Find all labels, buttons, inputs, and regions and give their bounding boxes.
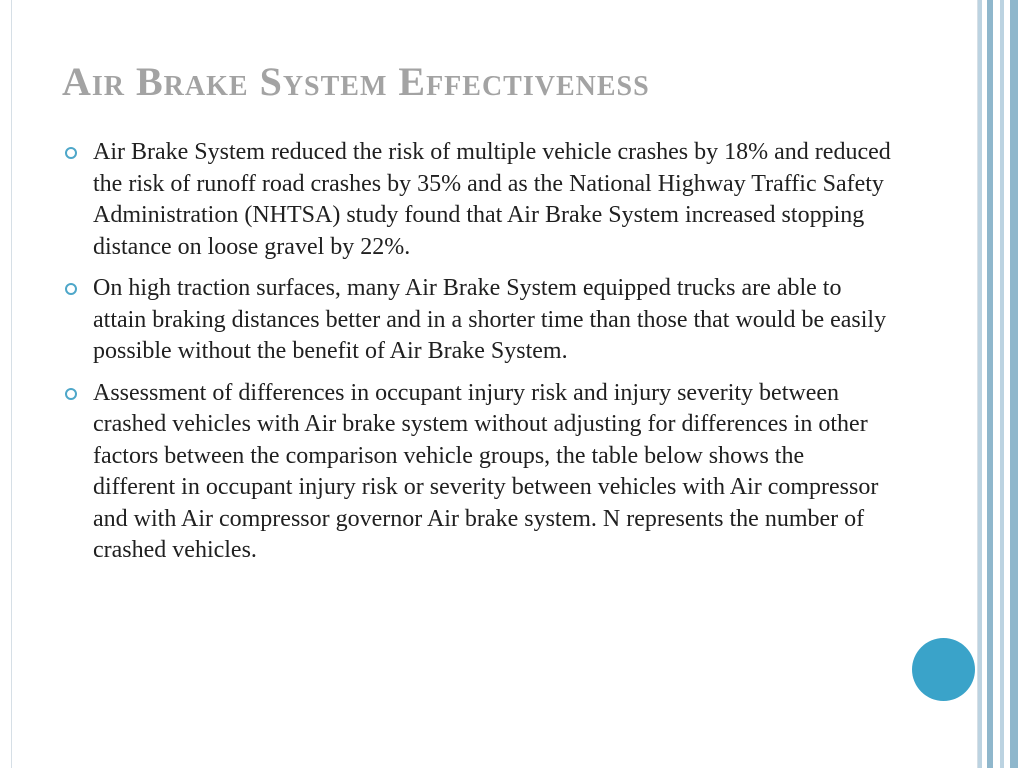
bullet-circle-icon bbox=[65, 388, 77, 400]
slide-title: Air Brake System Effectiveness bbox=[62, 59, 650, 104]
bullet-item bbox=[62, 273, 892, 368]
decorative-circle bbox=[912, 638, 975, 701]
bullet-text: On high traction surfaces, many Air Brake System equipped trucks are able to attain braking distances better and in a shorter time than those that would be easily possible without the benefit of Air Brake System. bbox=[93, 275, 887, 364]
decorative-stripes bbox=[978, 0, 1024, 768]
stripe bbox=[1000, 0, 1004, 768]
bullet-circle-icon bbox=[65, 283, 77, 295]
bullet-item bbox=[62, 378, 892, 567]
bullet-circle-icon bbox=[65, 147, 77, 159]
bullet-text: Assessment of differences in occupant injury risk and injury severity between crashed vehicles with Air brake system without adjusting for differences in other factors between the comparison vehicle groups, the table below shows the different in occupant injury risk or severity between vehicles with Air compressor and with Air compressor governor Air brake system. N represents the number of crashed vehicles. bbox=[93, 379, 879, 563]
bullet-item bbox=[62, 137, 892, 263]
stripe bbox=[1010, 0, 1018, 768]
bullet-list bbox=[62, 137, 892, 577]
bullet-text: Air Brake System reduced the risk of multiple vehicle crashes by 18% and reduced the risk of runoff road crashes by 35% and as the National Highway Traffic Safety Administration (NHTSA) study found that Air Brake System increased stopping distance on loose gravel by 22%. bbox=[93, 139, 891, 260]
stripe bbox=[978, 0, 982, 768]
stripe bbox=[987, 0, 993, 768]
